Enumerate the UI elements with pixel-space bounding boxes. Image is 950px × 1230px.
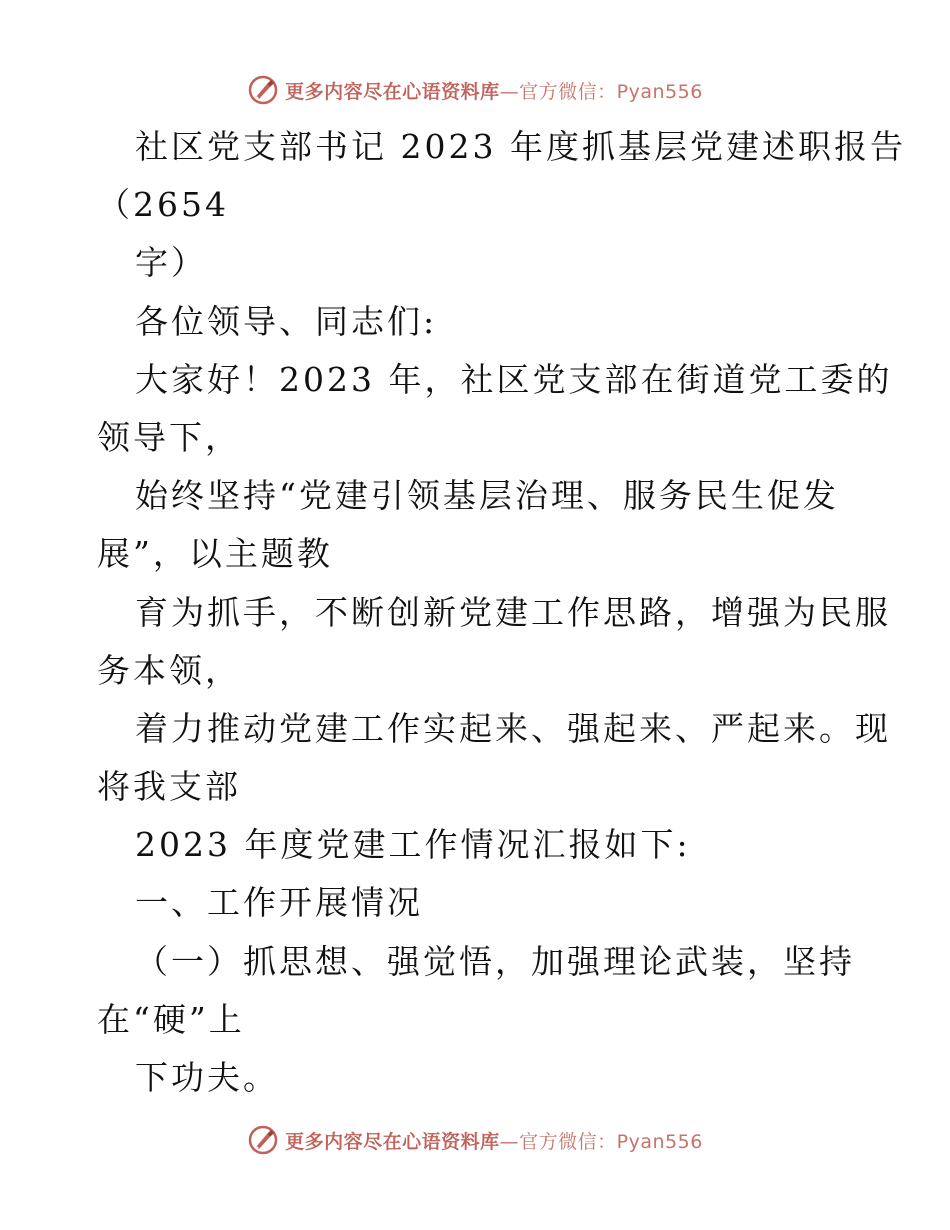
- pen-logo-icon: [247, 74, 279, 106]
- text-line: 社区党支部书记 2023 年度抓基层党建述职报告: [135, 127, 906, 166]
- text-line: 字）: [135, 243, 207, 283]
- text-line: 将我支部: [97, 767, 241, 807]
- text-line: （一）抓思想、强觉悟，加强理论武装，坚持: [135, 941, 855, 981]
- text-line: 各位领导、同志们:: [135, 301, 438, 341]
- text-line: 着力推动党建工作实起来、强起来、严起来。现: [135, 708, 891, 748]
- watermark-text: 更多内容尽在心语资料库—官方微信：Pyan556: [285, 80, 703, 103]
- text-line: 育为抓手，不断创新党建工作思路，增强为民服: [135, 592, 891, 632]
- header-watermark: [0, 70, 950, 110]
- text-line: 始终坚持“党建引领基层治理、服务民生促发: [135, 476, 839, 516]
- text-line: 领导下，: [97, 417, 241, 457]
- text-line: 下功夫。: [135, 1058, 279, 1097]
- text-line: （2654: [97, 185, 229, 225]
- watermark-text: 更多内容尽在心语资料库—官方微信：Pyan556: [285, 1130, 703, 1153]
- text-line: 大家好！2023 年，社区党支部在街道党工委的: [135, 359, 893, 399]
- text-line: 务本领，: [97, 650, 241, 690]
- text-line: 展”，以主题教: [97, 534, 333, 574]
- text-line: 2023 年度党建工作情况汇报如下:: [135, 825, 691, 865]
- text-line: 在“硬”上: [97, 999, 245, 1039]
- pen-logo-icon: [247, 1124, 279, 1156]
- document-body: [97, 118, 906, 1107]
- footer-watermark: [0, 1120, 950, 1160]
- text-line: 一、工作开展情况: [135, 883, 423, 923]
